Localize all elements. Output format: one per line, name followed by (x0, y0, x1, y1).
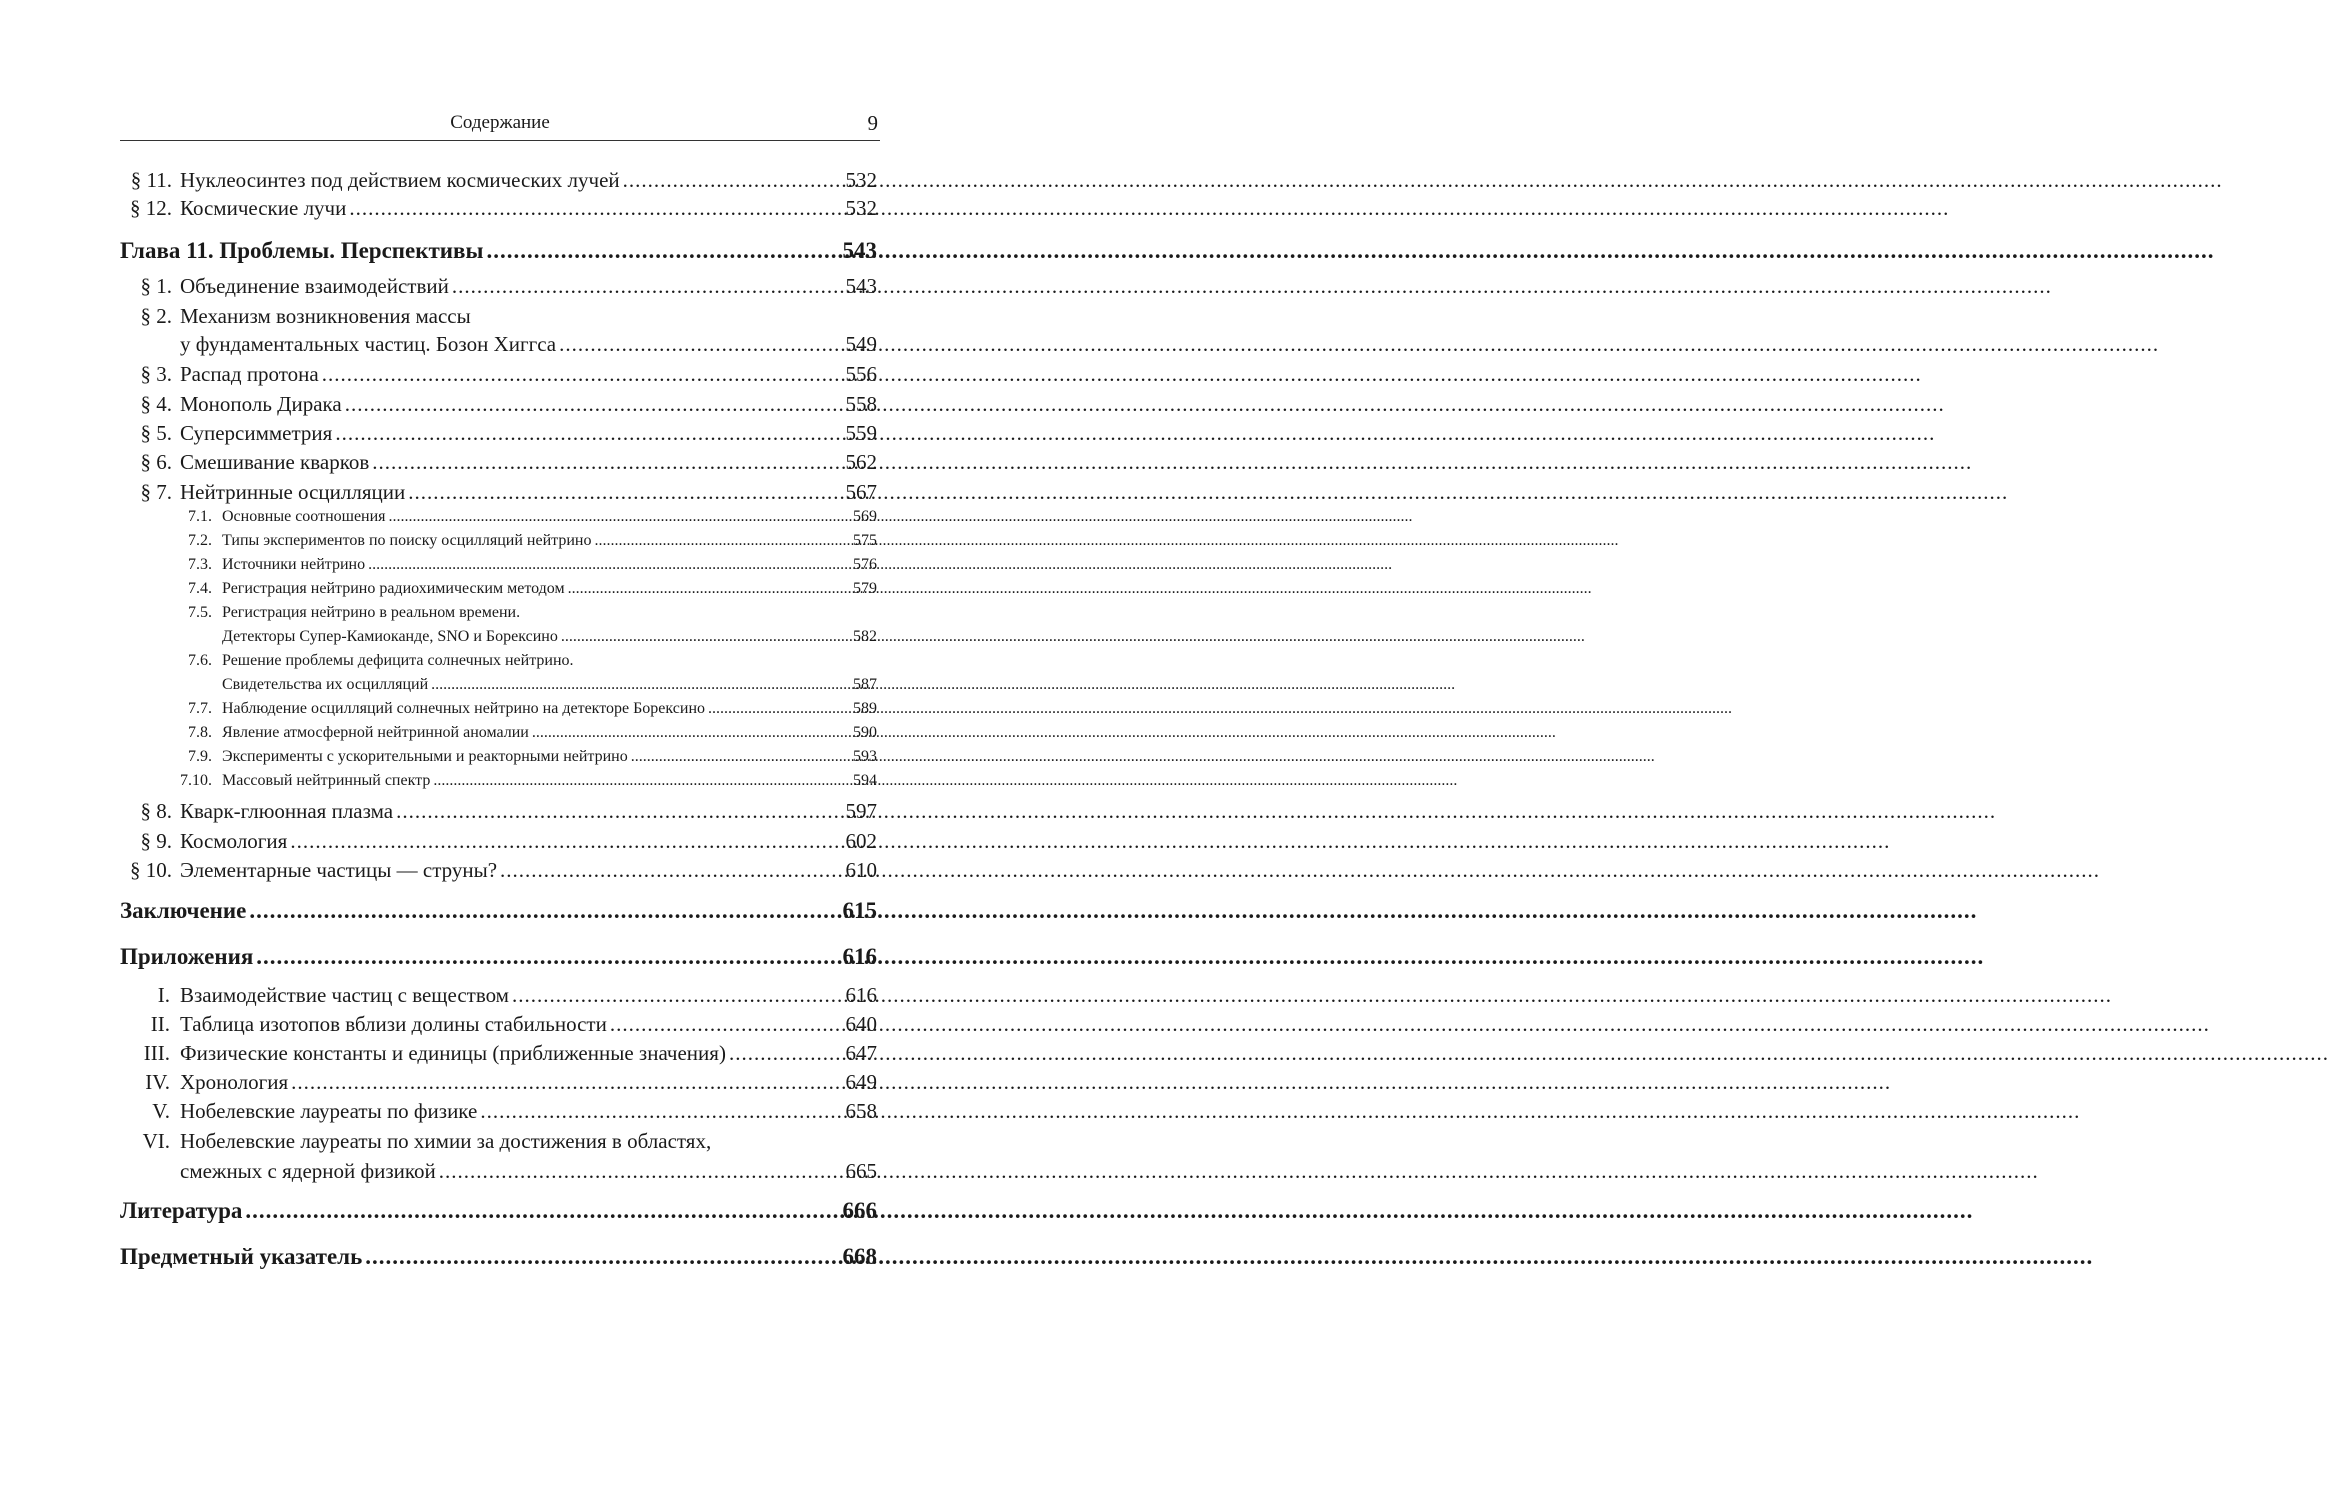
toc-entry-title: Нейтринные осцилляции (180, 480, 406, 504)
toc-entry-title: Приложения (120, 944, 254, 969)
toc-entry-page: 666 (842, 1198, 877, 1223)
book-page (0, 0, 1000, 1490)
toc-entry-page: 559 (845, 421, 877, 445)
toc-entry-page: 668 (842, 1244, 877, 1269)
dot-leader (559, 332, 842, 357)
toc-entry-number: V. (152, 1099, 170, 1123)
toc-entry[interactable] (120, 362, 877, 390)
toc-entry-page: 556 (845, 362, 877, 386)
toc-entry-page: 658 (845, 1099, 877, 1123)
toc-entry-title: Таблица изотопов вблизи долины стабильности (180, 1012, 607, 1036)
toc-entry[interactable] (120, 829, 877, 857)
toc-entry[interactable] (120, 652, 877, 674)
toc-entry-title-continued: Свидетельства их осцилляций (222, 676, 429, 693)
toc-entry-number: 7.5. (188, 604, 212, 621)
toc-entry-title: Физические константы и единицы (приближенные значения) (180, 1041, 726, 1065)
toc-entry[interactable] (120, 196, 877, 224)
dot-leader (729, 1041, 843, 1066)
toc-entry-title: Нобелевские лауреаты по химии за достижения в областях, (180, 1129, 712, 1153)
dot-leader (291, 1070, 842, 1095)
toc-entry-number: III. (143, 1041, 170, 1065)
toc-entry-page: 569 (853, 508, 877, 525)
toc-entry[interactable] (120, 450, 877, 478)
toc-entry-title: Механизм возникновения массы (180, 304, 471, 328)
toc-entry-title-continued: Детекторы Супер-Камиоканде, SNO и Борексино (222, 628, 558, 645)
toc-chapter[interactable] (120, 1198, 877, 1230)
toc-entry-page: 616 (845, 983, 877, 1007)
toc-entry-number: 7.2. (188, 532, 212, 549)
toc-entry-continuation[interactable] (180, 332, 877, 360)
toc-chapter[interactable] (120, 238, 877, 270)
toc-entry-page: 543 (845, 274, 877, 298)
toc-entry-number: II. (150, 1012, 170, 1036)
toc-entry-number: 7.7. (188, 700, 212, 717)
toc-entry-title: Предметный указатель (120, 1244, 363, 1269)
dot-leader (610, 1012, 843, 1037)
dot-leader (408, 480, 842, 505)
toc-entry-page: 590 (853, 724, 877, 741)
running-title: Содержание (450, 112, 550, 133)
toc-entry[interactable] (120, 772, 877, 794)
toc-entry-number: 7.8. (188, 724, 212, 741)
dot-leader (568, 580, 850, 598)
toc-entry-continuation[interactable] (180, 1159, 877, 1187)
toc-entry-page: 593 (853, 748, 877, 765)
toc-entry-number: 7.6. (188, 652, 212, 669)
toc-entry[interactable] (120, 480, 877, 508)
dot-leader (335, 421, 842, 446)
toc-entry-number: I. (157, 983, 170, 1007)
dot-leader (372, 450, 842, 475)
dot-leader (389, 508, 850, 526)
toc-entry-number: VI. (142, 1129, 170, 1153)
toc-entry-number: § 4. (140, 392, 172, 416)
toc-entry[interactable] (120, 392, 877, 420)
toc-entry[interactable] (120, 1099, 877, 1127)
dot-leader (396, 799, 842, 824)
dot-leader (532, 724, 850, 742)
toc-entry-number: § 7. (140, 480, 172, 504)
toc-entry-number: § 9. (140, 829, 172, 853)
toc-entry[interactable] (120, 532, 877, 554)
toc-entry-number: 7.9. (188, 748, 212, 765)
toc-entry-title: Явление атмосферной нейтринной аномалии (222, 724, 529, 741)
toc-entry[interactable] (120, 1070, 877, 1098)
dot-leader (561, 628, 850, 646)
toc-entry-page: 567 (845, 480, 877, 504)
toc-entry-page: 558 (845, 392, 877, 416)
toc-entry-title: Нобелевские лауреаты по физике (180, 1099, 478, 1123)
dot-leader (623, 168, 843, 193)
toc-entry-page: 589 (853, 700, 877, 717)
toc-entry-title-continued: смежных с ядерной физикой (180, 1159, 436, 1183)
dot-leader (322, 362, 843, 387)
running-header (120, 110, 880, 141)
toc-entry-page: 602 (845, 829, 877, 853)
toc-entry-page: 649 (845, 1070, 877, 1094)
toc-entry-title: Распад протона (180, 362, 319, 386)
toc-entry[interactable] (120, 700, 877, 722)
toc-entry-title: Элементарные частицы — струны? (180, 858, 498, 882)
toc-entry-number: 7.1. (188, 508, 212, 525)
toc-entry-number: 7.3. (188, 556, 212, 573)
toc-entry[interactable] (120, 1041, 877, 1069)
dot-leader (433, 772, 850, 790)
dot-leader (452, 274, 843, 299)
dot-leader (245, 1198, 839, 1224)
dot-leader (290, 829, 842, 854)
toc-chapter[interactable] (120, 944, 877, 976)
toc-entry[interactable] (120, 421, 877, 449)
toc-entry[interactable] (120, 858, 877, 886)
toc-entry-page: 615 (842, 898, 877, 923)
dot-leader (594, 532, 850, 550)
toc-entry[interactable] (120, 604, 877, 626)
toc-entry-title: Литература (120, 1198, 243, 1223)
toc-entry-page: 640 (845, 1012, 877, 1036)
toc-entry-page: 647 (845, 1041, 877, 1065)
toc-entry[interactable] (120, 168, 877, 196)
toc-entry-page: 665 (845, 1159, 877, 1183)
dot-leader (439, 1159, 843, 1184)
toc-entry-page: 610 (845, 858, 877, 882)
toc-entry-title: Эксперименты с ускорительными и реакторными нейтрино (222, 748, 628, 765)
toc-entry-page: 575 (853, 532, 877, 549)
toc-entry[interactable] (120, 274, 877, 302)
toc-entry-page: 576 (853, 556, 877, 573)
toc-entry-page: 562 (845, 450, 877, 474)
dot-leader (500, 858, 842, 883)
toc-entry[interactable] (120, 724, 877, 746)
toc-entry-title: Массовый нейтринный спектр (222, 772, 431, 789)
toc-entry-number: § 8. (140, 799, 172, 823)
toc-entry-title: Регистрация нейтрино в реальном времени. (222, 604, 521, 621)
toc-entry-title: Космология (180, 829, 288, 853)
toc-entry-title: Кварк-глюонная плазма (180, 799, 394, 823)
toc-entry-title: Решение проблемы дефицита солнечных нейтрино. (222, 652, 574, 669)
toc-entry-number: § 11. (130, 168, 172, 192)
toc-entry-page: 532 (845, 168, 877, 192)
dot-leader (256, 944, 839, 970)
toc-entry-number: 7.4. (188, 580, 212, 597)
toc-entry-number: IV. (145, 1070, 170, 1094)
toc-entry-title: Хронология (180, 1070, 289, 1094)
toc-chapter[interactable] (120, 1244, 877, 1276)
toc-entry-continuation[interactable] (222, 628, 877, 650)
dot-leader (512, 983, 843, 1008)
toc-entry-page: 532 (845, 196, 877, 220)
page-number: 9 (867, 111, 878, 135)
toc-entry[interactable] (120, 580, 877, 602)
dot-leader (345, 392, 843, 417)
dot-leader (708, 700, 850, 718)
toc-entry-page: 582 (853, 628, 877, 645)
toc-entry-page: 549 (845, 332, 877, 356)
toc-entry-page: 597 (845, 799, 877, 823)
toc-entry-title: Заключение (120, 898, 247, 923)
dot-leader (368, 556, 850, 574)
toc-entry-title: Суперсимметрия (180, 421, 333, 445)
dot-leader (486, 238, 839, 264)
toc-entry-title: Космические лучи (180, 196, 347, 220)
toc-entry-number: § 5. (140, 421, 172, 445)
dot-leader (349, 196, 842, 221)
toc-entry-number: § 3. (140, 362, 172, 386)
toc-entry[interactable] (120, 983, 877, 1011)
toc-entry-title: Типы экспериментов по поиску осцилляций нейтрино (222, 532, 592, 549)
toc-entry-continuation[interactable] (222, 676, 877, 698)
toc-entry-title: Смешивание кварков (180, 450, 370, 474)
toc-entry-page: 543 (842, 238, 877, 263)
toc-entry-title: Глава 11. Проблемы. Перспективы (120, 238, 484, 263)
toc-entry-number: § 12. (130, 196, 172, 220)
toc-entry-number: § 1. (140, 274, 172, 298)
dot-leader (480, 1099, 842, 1124)
toc-entry-title: Регистрация нейтрино радиохимическим методом (222, 580, 565, 597)
toc-entry-number: § 10. (130, 858, 172, 882)
toc-entry-title: Наблюдение осцилляций солнечных нейтрино на детекторе Борексино (222, 700, 706, 717)
toc-entry-title: Объединение взаимодействий (180, 274, 449, 298)
dot-leader (431, 676, 850, 694)
toc-entry-title: Основные соотношения (222, 508, 386, 525)
toc-entry-title: Взаимодействие частиц с веществом (180, 983, 509, 1007)
dot-leader (249, 898, 839, 924)
toc-entry-number: § 6. (140, 450, 172, 474)
toc-entry-page: 587 (853, 676, 877, 693)
toc-entry[interactable] (120, 799, 877, 827)
toc-entry-title: Источники нейтрино (222, 556, 366, 573)
toc-entry-number: § 2. (140, 304, 172, 328)
toc-entry-page: 616 (842, 944, 877, 969)
toc-entry-title-continued: у фундаментальных частиц. Бозон Хиггса (180, 332, 557, 356)
toc-entry[interactable] (120, 508, 877, 530)
toc-entry-title: Монополь Дирака (180, 392, 342, 416)
toc-entry[interactable] (120, 304, 877, 332)
toc-entry[interactable] (120, 1129, 877, 1157)
toc-entry-page: 579 (853, 580, 877, 597)
toc-entry[interactable] (120, 556, 877, 578)
toc-entry[interactable] (120, 1012, 877, 1040)
toc-chapter[interactable] (120, 898, 877, 930)
dot-leader (631, 748, 850, 766)
toc-entry[interactable] (120, 748, 877, 770)
toc-entry-number: 7.10. (180, 772, 212, 789)
dot-leader (365, 1244, 839, 1270)
toc-entry-title: Нуклеосинтез под действием космических лучей (180, 168, 620, 192)
toc-entry-page: 594 (853, 772, 877, 789)
